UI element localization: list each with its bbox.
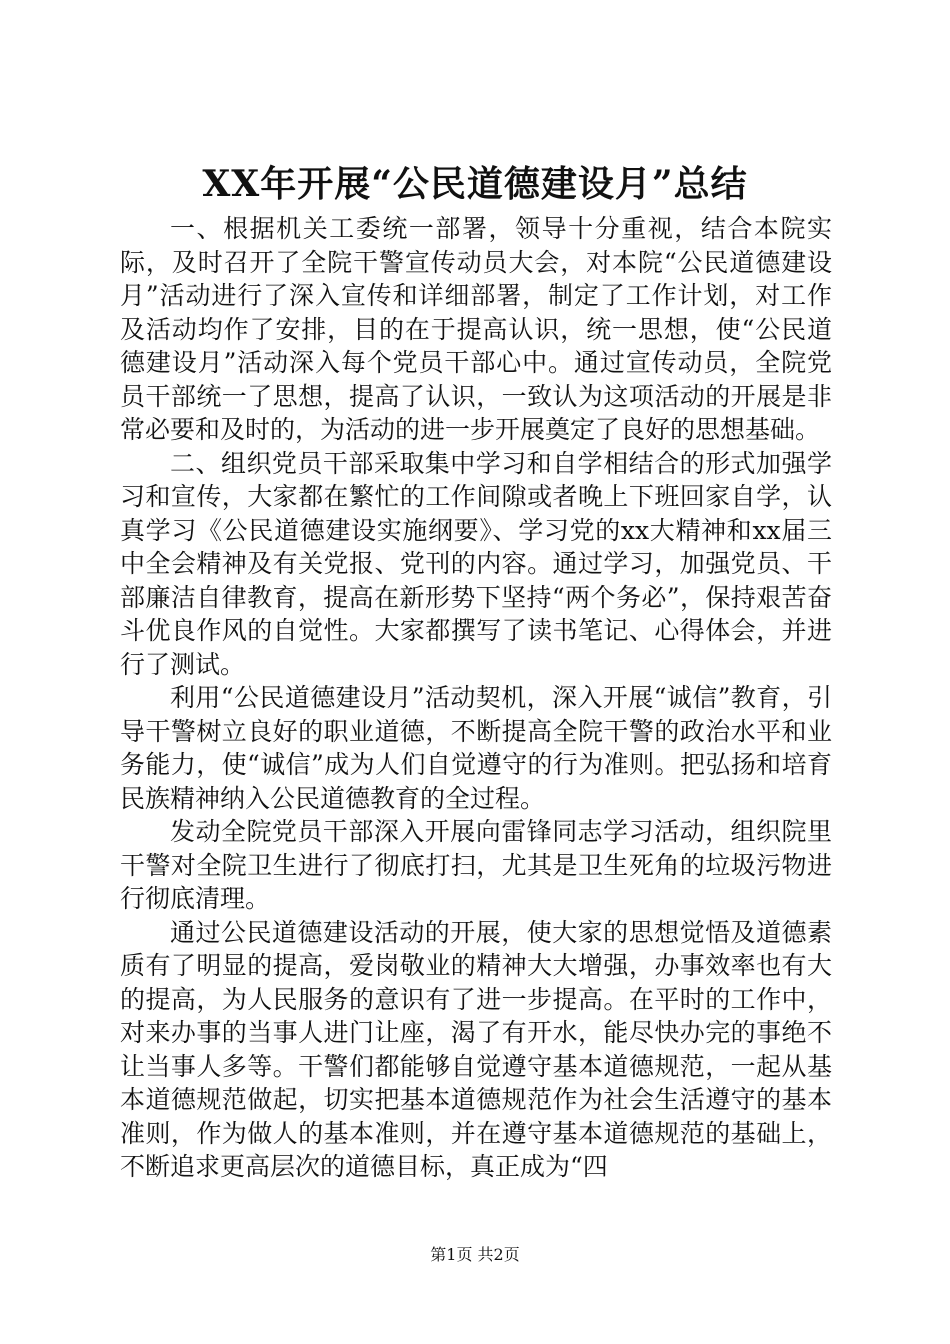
page-indicator: 第1页 共2页 — [430, 1245, 520, 1264]
paragraph-3: 利用“公民道德建设月”活动契机，深入开展“诚信”教育，引导干警树立良好的职业道德，不断提高全院干警的政治水平和业务能力，使“诚信”成为人们自觉遵守的行为准则。把弘扬和培育民族精神纳入公民道德教育的全过程。 — [120, 683, 832, 813]
document-body — [120, 212, 832, 1184]
paragraph-1: 一、根据机关工委统一部署，领导十分重视，结合本院实际，及时召开了全院干警宣传动员大会，对本院“公民道德建设月”活动进行了深入宣传和详细部署，制定了工作计划，对工作及活动均作了安排，目的在于提高认识，统一思想，使“公民道德建设月”活动深入每个党员干部心中。通过宣传动员，全院党员干部统一了思想，提高了认识，一致认为这项活动的开展是非常必要和及时的，为活动的进一步开展奠定了良好的思想基础。 — [120, 214, 832, 444]
document-title: XX年开展“公民道德建设月”总结 — [202, 163, 748, 205]
paragraph-4: 发动全院党员干部深入开展向雷锋同志学习活动，组织院里干警对全院卫生进行了彻底打扫，尤其是卫生死角的垃圾污物进行彻底清理。 — [120, 817, 832, 913]
paragraph-2: 二、组织党员干部采取集中学习和自学相结合的形式加强学习和宣传，大家都在繁忙的工作间隙或者晚上下班回家自学，认真学习《公民道德建设实施纲要》、学习党的xx大精神和xx届三中全会精神及有关党报、党刊的内容。通过学习，加强党员、干部廉洁自律教育，提高在新形势下坚持“两个务必”，保持艰苦奋斗优良作风的自觉性。大家都撰写了读书笔记、心得体会，并进行了测试。 — [120, 448, 832, 679]
paragraph-5: 通过公民道德建设活动的开展，使大家的思想觉悟及道德素质有了明显的提高，爱岗敬业的精神大大增强，办事效率也有大的提高，为人民服务的意识有了进一步提高。在平时的工作中，对来办事的当事人进门让座，渴了有开水，能尽快办完的事绝不让当事人多等。干警们都能够自觉遵守基本道德规范，一起从基本道德规范做起，切实把基本道德规范作为社会生活遵守的基本准则，作为做人的基本准则，并在遵守基本道德规范的基础上，不断追求更高层次的道德目标，真正成为“四 — [120, 917, 832, 1181]
